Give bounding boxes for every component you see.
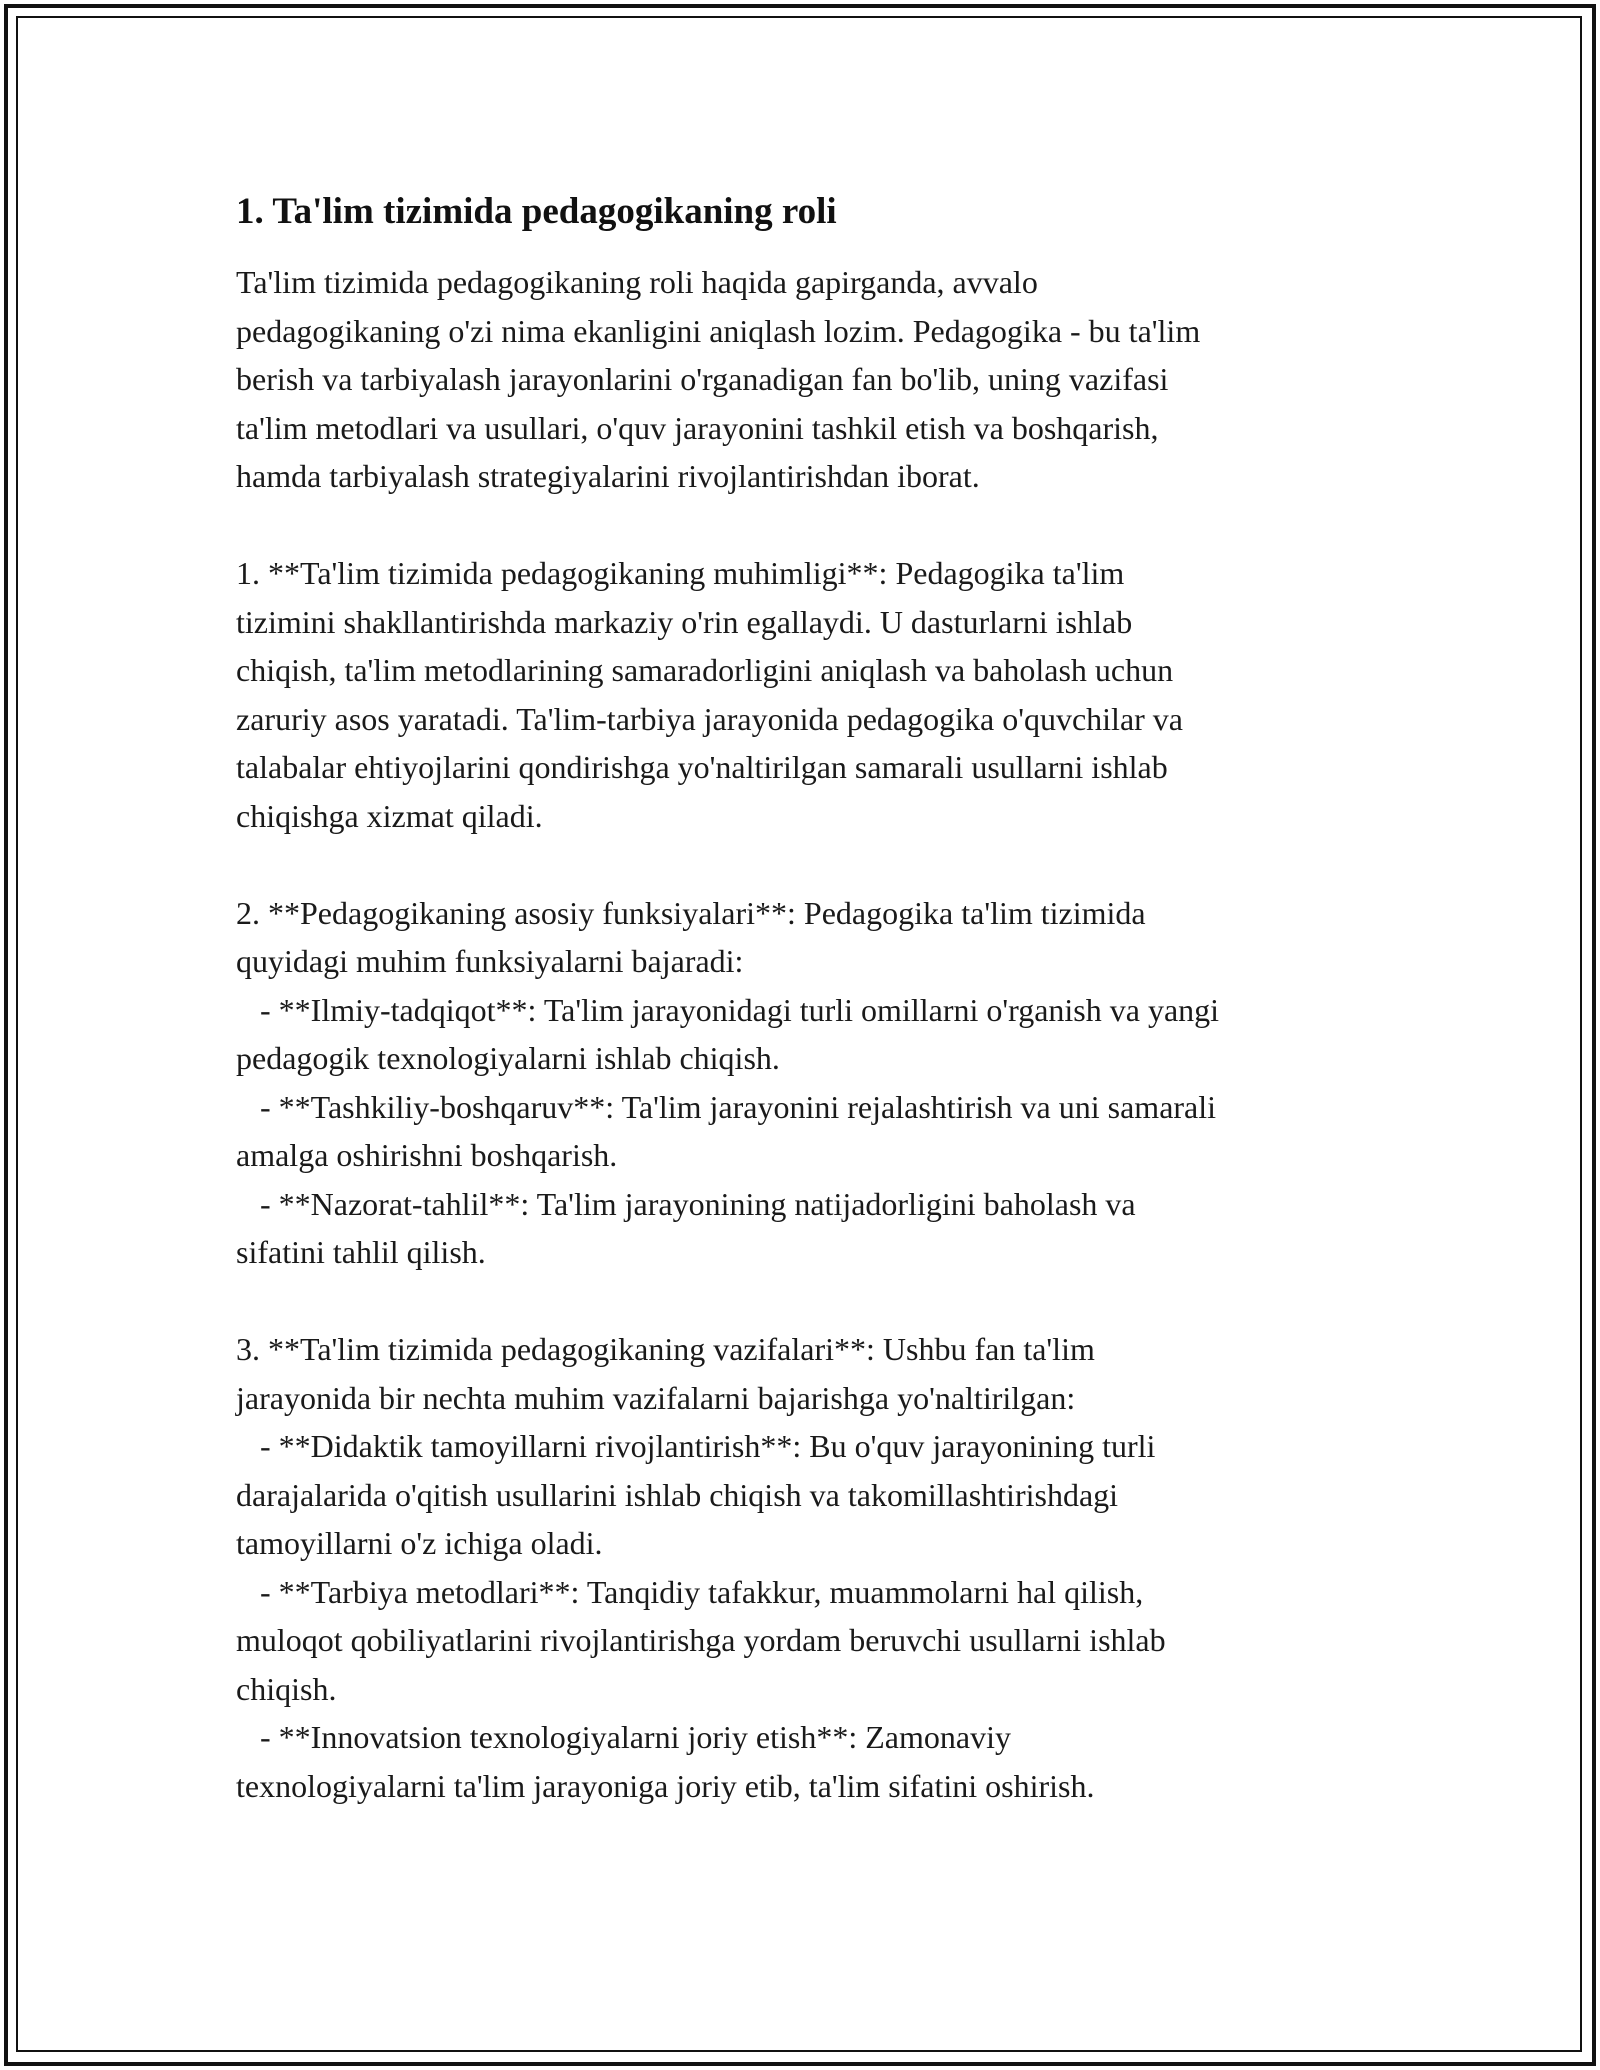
intro-paragraph: Ta'lim tizimida pedagogikaning roli haqida gapirganda, avvalo pedagogikaning o'zi nima ekanligini aniqlash lozim. Pedagogika - bu ta'lim berish va tarbiyalash jarayonlarini o'rganadigan fan bo'lib, uning vazifasi ta'lim metodlari va usullari, o'quv jarayonini tashkil etish va boshqarish, hamda tarbiyalash strategiyalarini rivojlantirishdan iborat.: [236, 264, 1201, 494]
paragraph-gap: [236, 840, 1386, 889]
document-body: [236, 186, 1386, 1810]
section-3-paragraph: 3. **Ta'lim tizimida pedagogikaning vazifalari**: Ushbu fan ta'lim jarayonida bir nechta muhim vazifalarni bajarishga yo'naltirilgan: - **Didaktik tamoyillarni rivojlantirish**: Bu o'quv jarayonining turli darajalarida o'qitish usullarini ishlab chiqish va takomillashtirishdagi tamoyillarni o'z ichiga oladi. - **Tarbiya metodlari**: Tanqidiy tafakkur, muammolarni hal qilish, muloqot qobiliyatlarini rivojlantirishga yordam beruvchi usullarni ishlab chiqish. - **Innovatsion texnologiyalarni joriy etish**: Zamonaviy texnologiyalarni ta'lim jarayoniga joriy etib, ta'lim sifatini oshirish.: [236, 1331, 1166, 1804]
paragraph-gap: [236, 1277, 1386, 1326]
section-1-paragraph: 1. **Ta'lim tizimida pedagogikaning muhimligi**: Pedagogika ta'lim tizimini shakllantirishda markaziy o'rin egallaydi. U dasturlarni ishlab chiqish, ta'lim metodlarining samaradorligini aniqlash va baholash uchun zaruriy asos yaratadi. Ta'lim-tarbiya jarayonida pedagogika o'quvchilar va talabalar ehtiyojlarini qondirishga yo'naltirilgan samarali usullarni ishlab chiqishga xizmat qiladi.: [236, 555, 1183, 834]
paragraph-gap: [236, 501, 1386, 550]
document-heading: 1. Ta'lim tizimida pedagogikaning roli: [236, 191, 837, 232]
section-2-paragraph: 2. **Pedagogikaning asosiy funksiyalari**: Pedagogika ta'lim tizimida quyidagi muhim funksiyalarni bajaradi: - **Ilmiy-tadqiqot**: Ta'lim jarayonidagi turli omillarni o'rganish va yangi pedagogik texnologiyalarni ishlab chiqish. - **Tashkiliy-boshqaruv**: Ta'lim jarayonini rejalashtirish va uni samarali amalga oshirishni boshqarish. - **Nazorat-tahlil**: Ta'lim jarayonining natijadorligini baholash va sifatini tahlil qilish.: [236, 894, 1220, 1270]
